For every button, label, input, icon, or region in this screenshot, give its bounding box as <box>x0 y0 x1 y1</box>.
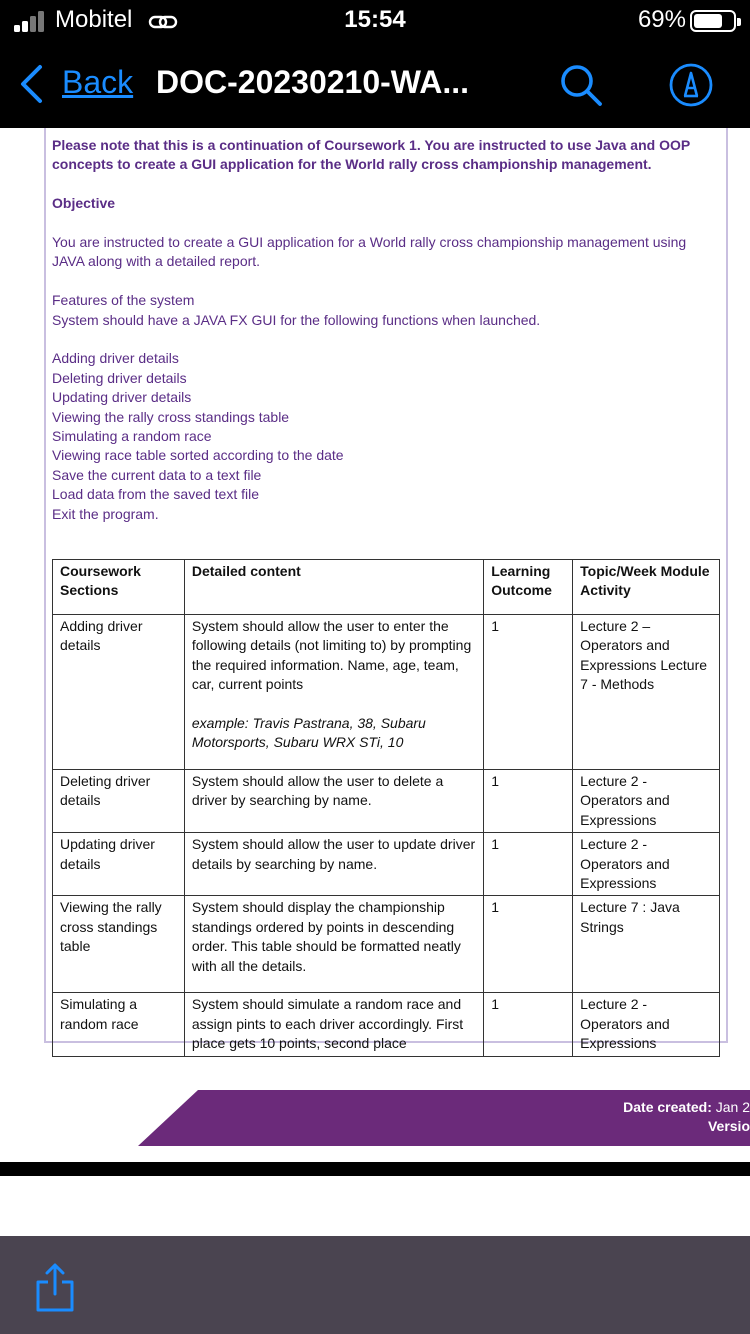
battery-icon <box>690 10 736 32</box>
cell-outcome: 1 <box>484 896 573 993</box>
cell-topic: Lecture 2 – Operators and Expressions Lecture 7 - Methods <box>573 615 720 770</box>
bottom-toolbar <box>0 1236 750 1334</box>
cell-content: System should allow the user to delete a driver by searching by name. <box>184 770 483 833</box>
cell-section: Updating driver details <box>53 833 185 896</box>
cell-content-text: System should allow the user to enter the following details (not limiting to) by prompting the required information. Name, age, team, car, current points <box>191 618 472 693</box>
features-text: System should have a JAVA FX GUI for the following functions when launched. <box>52 311 541 328</box>
status-bar <box>0 0 750 42</box>
header-content: Detailed content <box>184 560 483 615</box>
date-created-value: Jan 2 <box>715 1099 750 1115</box>
version-label: Versio <box>707 1118 750 1134</box>
cell-section: Simulating a random race <box>53 993 185 1056</box>
carrier-name: Mobitel <box>55 6 133 33</box>
cell-content: System should allow the user to update driver details by searching by name. <box>184 833 483 896</box>
cell-topic: Lecture 2 - Operators and Expressions <box>573 833 720 896</box>
cell-topic: Lecture 2 - Operators and Expressions <box>573 993 720 1056</box>
cell-outcome: 1 <box>484 770 573 833</box>
cell-section: Viewing the rally cross standings table <box>53 896 185 993</box>
cell-topic: Lecture 7 : Java Strings <box>573 896 720 993</box>
function-item: Viewing race table sorted according to the date <box>52 447 344 464</box>
header-outcome: Learning Outcome <box>484 560 573 615</box>
share-icon[interactable] <box>34 1262 76 1314</box>
function-item: Exit the program. <box>52 505 159 522</box>
table-row <box>53 615 720 770</box>
table-row <box>53 770 720 833</box>
cell-content: System should simulate a random race and assign pints to each driver accordingly. First place gets 10 points, second place <box>184 993 483 1056</box>
function-item: Save the current data to a text file <box>52 466 262 483</box>
clock: 15:54 <box>344 6 406 33</box>
document-body <box>52 136 702 524</box>
back-button[interactable]: Back <box>62 64 134 100</box>
table-row <box>53 896 720 993</box>
back-chevron-icon[interactable] <box>18 64 44 104</box>
cell-section: Adding driver details <box>53 615 185 770</box>
function-item: Simulating a random race <box>52 428 212 445</box>
header-topic: Topic/Week Module Activity <box>573 560 720 615</box>
cell-topic: Lecture 2 - Operators and Expressions <box>573 770 720 833</box>
function-item: Updating driver details <box>52 389 192 406</box>
coursework-table <box>52 559 720 1057</box>
cell-outcome: 1 <box>484 833 573 896</box>
battery-percentage: 69% <box>637 6 686 33</box>
cell-outcome: 1 <box>484 615 573 770</box>
cell-content: System should display the championship standings ordered by points in descending order. This table should be formatted neatly with all the details. <box>184 896 483 993</box>
cell-example-text: example: Travis Pastrana, 38, Subaru Motorsports, Subaru WRX STi, 10 <box>191 715 426 751</box>
date-created-label: Date created: <box>623 1099 712 1115</box>
footer-info <box>590 1098 750 1136</box>
intro-note: Please note that this is a continuation of Coursework 1. You are instructed to use Java and OOP concepts to create a GUI application for the World rally cross championship management. <box>52 137 690 173</box>
page-divider <box>0 1162 750 1176</box>
function-item: Viewing the rally cross standings table <box>52 408 290 425</box>
header-sections: Coursework Sections <box>53 560 185 615</box>
markup-pen-icon[interactable] <box>668 62 714 108</box>
function-item: Deleting driver details <box>52 369 187 386</box>
search-icon[interactable] <box>558 62 604 108</box>
document-title: DOC-20230210-WA... <box>156 64 470 100</box>
function-item: Load data from the saved text file <box>52 486 260 503</box>
function-item: Adding driver details <box>52 350 179 367</box>
cell-content <box>184 615 483 770</box>
table-row <box>53 993 720 1056</box>
objective-heading: Objective <box>52 195 116 212</box>
table-header-row <box>53 560 720 615</box>
table-row <box>53 833 720 896</box>
features-heading: Features of the system <box>52 292 195 309</box>
cell-outcome: 1 <box>484 993 573 1056</box>
objective-text: You are instructed to create a GUI application for a World rally cross championship management using JAVA along with a detailed report. <box>52 234 687 270</box>
navigation-bar <box>0 42 750 128</box>
cell-section: Deleting driver details <box>53 770 185 833</box>
